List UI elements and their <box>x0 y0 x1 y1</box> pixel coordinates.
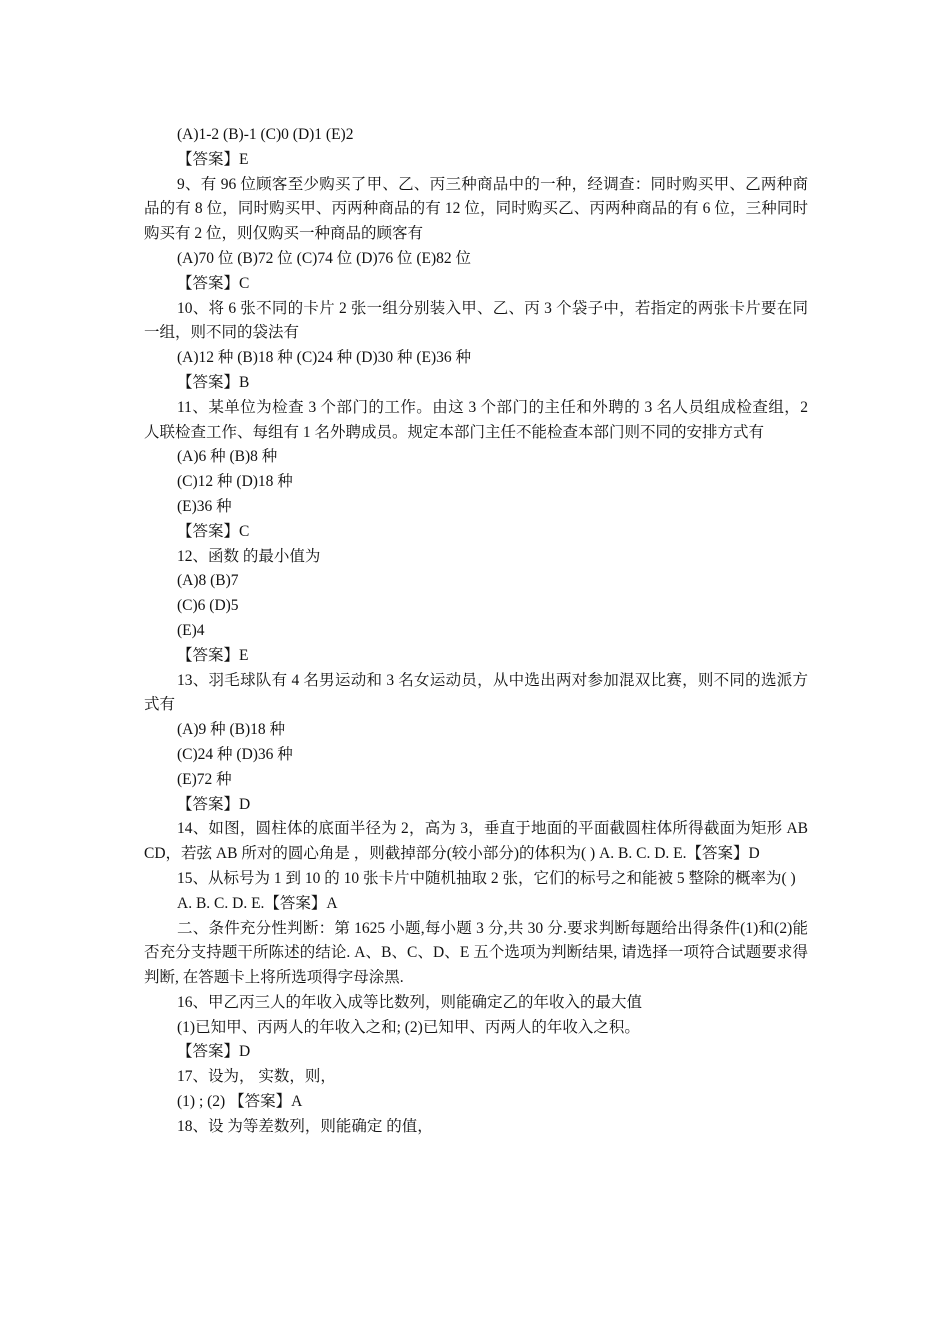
question-11: 11、某单位为检查 3 个部门的工作。由这 3 个部门的主任和外聘的 3 名人员组成检查组，2 人联检查工作、每组有 1 名外聘成员。规定本部门主任不能检查本部门则不同的安排方式有 <box>144 398 808 441</box>
section-2-instructions: 二、条件充分性判断：第 1625 小题,每小题 3 分,共 30 分.要求判断每题给出得条件(1)和(2)能否充分支持题干所陈述的结论. A、B、C、D、E 五个选项为判断结果, 请选择一项符合试题要求得判断, 在答题卡上将所选项得字母涂黑. <box>144 919 808 987</box>
options-q12-cd: (C)6 (D)5 <box>177 597 239 615</box>
options-q11-ab: (A)6 种 (B)8 种 <box>177 448 278 466</box>
question-18: 18、设 为等差数列，则能确定 的值， <box>177 1117 433 1135</box>
options-q9: (A)70 位 (B)72 位 (C)74 位 (D)76 位 (E)82 位 <box>177 249 472 267</box>
document-body <box>144 123 808 1140</box>
options-q12-e: (E)4 <box>177 621 205 639</box>
answer-q11: 【答案】C <box>177 522 250 540</box>
options-q13-e: (E)72 种 <box>177 770 232 788</box>
conditions-q16: (1)已知甲、丙两人的年收入之和; (2)已知甲、丙两人的年收入之积。 <box>177 1018 640 1036</box>
answer-q12: 【答案】E <box>177 646 249 664</box>
options-q12-ab: (A)8 (B)7 <box>177 572 239 590</box>
answer-q10: 【答案】B <box>177 373 250 391</box>
answer-q16: 【答案】D <box>177 1043 251 1061</box>
options-q11-cd: (C)12 种 (D)18 种 <box>177 473 293 491</box>
question-15: 15、从标号为 1 到 10 的 10 张卡片中随机抽取 2 张，它们的标号之和能被 5 整除的概率为( ) <box>177 869 796 887</box>
answer-q9: 【答案】C <box>177 274 250 292</box>
options-q10: (A)12 种 (B)18 种 (C)24 种 (D)30 种 (E)36 种 <box>177 349 472 367</box>
question-9: 9、有 96 位顾客至少购买了甲、乙、丙三种商品中的一种，经调查：同时购买甲、乙两种商品的有 8 位，同时购买甲、丙两种商品的有 12 位，同时购买乙、丙两种商品的有 6 位，三种同时购买有 2 位，则仅购买一种商品的顾客有 <box>144 175 808 243</box>
conditions-answer-q17: (1) ; (2) 【答案】A <box>177 1093 303 1111</box>
options-q13-cd: (C)24 种 (D)36 种 <box>177 745 293 763</box>
options-answer-q15: A. B. C. D. E.【答案】A <box>177 894 338 912</box>
question-14: 14、如图，圆柱体的底面半径为 2，高为 3，垂直于地面的平面截圆柱体所得截面为矩形 ABCD，若弦 AB 所对的圆心角是 ，则截掉部分(较小部分)的体积为( ) A. B. C. D. E.【答案】D <box>144 820 808 863</box>
question-12: 12、函数 的最小值为 <box>177 547 321 565</box>
answer-q13: 【答案】D <box>177 795 251 813</box>
question-16: 16、甲乙丙三人的年收入成等比数列，则能确定乙的年收入的最大值 <box>177 993 643 1011</box>
question-17: 17、设为， 实数，则， <box>177 1068 336 1086</box>
options-q13-ab: (A)9 种 (B)18 种 <box>177 721 286 739</box>
question-13: 13、羽毛球队有 4 名男运动和 3 名女运动员，从中选出两对参加混双比赛，则不同的选派方式有 <box>144 671 808 714</box>
question-10: 10、将 6 张不同的卡片 2 张一组分别装入甲、乙、丙 3 个袋子中，若指定的两张卡片要在同一组，则不同的袋法有 <box>144 299 808 342</box>
option-line-q8: (A)1-2 (B)-1 (C)0 (D)1 (E)2 <box>177 126 354 143</box>
answer-q8: 【答案】E <box>177 150 249 168</box>
options-q11-e: (E)36 种 <box>177 497 232 515</box>
